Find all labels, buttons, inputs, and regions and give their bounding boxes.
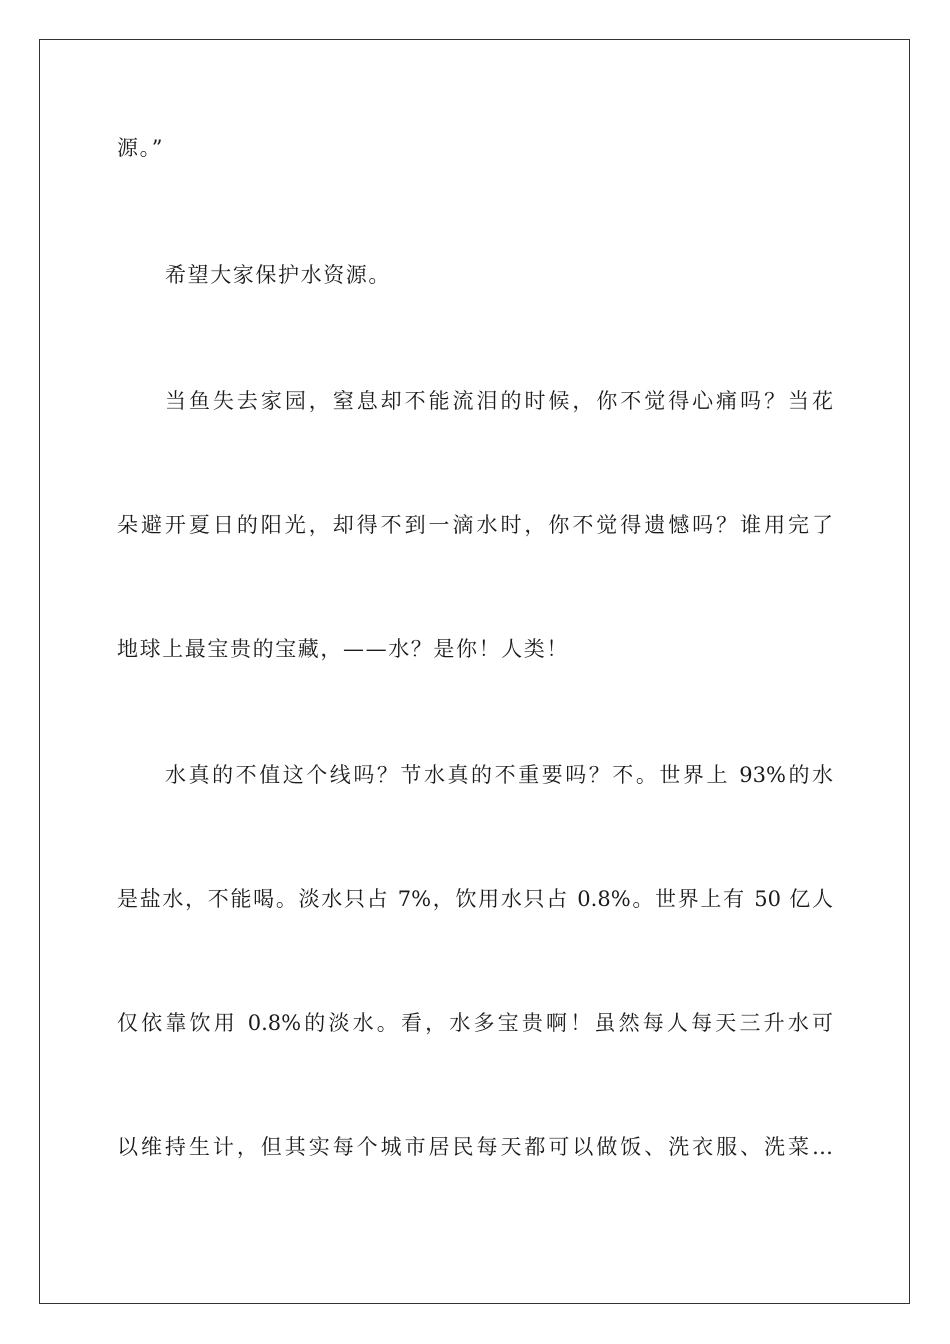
text-line-9: 以维持生计，但其实每个城市居民每天都可以做饭、洗衣服、洗菜… — [117, 1135, 833, 1159]
text-line-2: 希望大家保护水资源。 — [165, 263, 391, 287]
text-line-4: 朵避开夏日的阳光，却得不到一滴水时，你不觉得遗憾吗？谁用完了 — [117, 513, 833, 537]
page-border — [39, 39, 910, 1304]
text-line-5: 地球上最宝贵的宝藏，——水？是你！人类！ — [117, 637, 569, 661]
text-line-1: 源。” — [117, 136, 165, 160]
text-line-8: 仅依靠饮用 0.8%的淡水。看，水多宝贵啊！虽然每人每天三升水可 — [117, 1011, 833, 1035]
text-line-3: 当鱼失去家园，窒息却不能流泪的时候，你不觉得心痛吗？当花 — [165, 389, 833, 413]
text-line-6: 水真的不值这个线吗？节水真的不重要吗？不。世界上 93%的水 — [165, 763, 833, 787]
text-line-7: 是盐水，不能喝。淡水只占 7%，饮用水只占 0.8%。世界上有 50 亿人 — [117, 887, 833, 911]
